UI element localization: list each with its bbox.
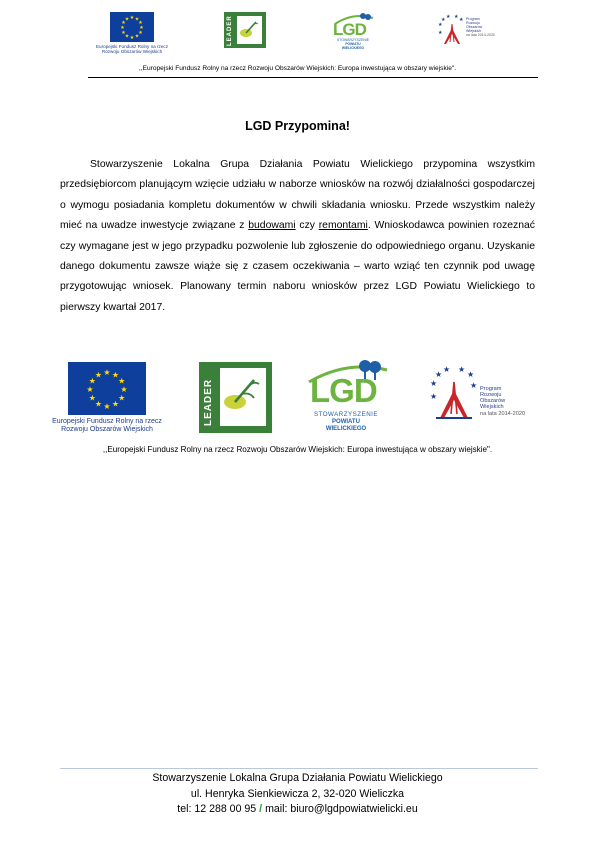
- svg-text:★: ★: [118, 393, 126, 403]
- eu-caption-line2: Rozwoju Obszarów Wiejskich: [101, 49, 163, 55]
- prow-line4: Wiejskich: [466, 28, 482, 33]
- prow-caption-large: [480, 386, 525, 417]
- footer-divider: [60, 768, 538, 769]
- svg-text:★: ★: [111, 370, 120, 380]
- svg-text:★: ★: [111, 399, 120, 409]
- header-tagline: ,,Europejski Fundusz Rolny na rzecz Rozwoju Obszarów Wiejskich: Europa inwestująca w obszary wiejskie".: [138, 65, 457, 72]
- eu-caption-large-line2: Rozwoju Obszarów Wiejskich: [61, 426, 153, 434]
- lgd-letters-large: LGD: [310, 372, 377, 409]
- link-remontami[interactable]: remontami: [318, 220, 368, 232]
- leader-panel-large: [220, 368, 266, 426]
- svg-text:★: ★: [121, 30, 126, 36]
- svg-text:★: ★: [103, 368, 111, 377]
- svg-text:★: ★: [443, 365, 451, 374]
- svg-text:★: ★: [139, 25, 144, 31]
- svg-text:★: ★: [129, 35, 135, 41]
- prow-large-line5: na lata 2014-2020: [480, 410, 526, 417]
- eu-flag-large: [68, 362, 146, 415]
- lgd-large-line3: WIELICKIEGO: [325, 426, 367, 432]
- svg-text:★: ★: [454, 14, 459, 20]
- eu-caption-large: [40, 418, 174, 434]
- svg-text:★: ★: [470, 381, 478, 390]
- prow-emblem-icon: [436, 12, 466, 48]
- svg-text:★: ★: [86, 385, 94, 394]
- svg-text:★: ★: [94, 399, 103, 409]
- prow-line5: na lata 2014-2020: [466, 32, 495, 37]
- logos-tagline: ,,Europejski Fundusz Rolny na rzecz Rozwoju Obszarów Wiejskich: Europa inwestująca w obszary wiejskie".: [102, 445, 493, 454]
- prow-line2: Rozwoju: [466, 20, 480, 25]
- lgd-line1: STOWARZYSZENIE: [336, 38, 370, 42]
- svg-text:★: ★: [438, 30, 443, 36]
- svg-text:★: ★: [124, 16, 130, 23]
- leader-logo: [224, 12, 266, 48]
- body-text-part2: czy: [295, 220, 319, 232]
- svg-text:★: ★: [134, 16, 140, 23]
- lgd-letters: LGD: [333, 20, 366, 39]
- page-title: LGD Przypomina!: [245, 119, 350, 133]
- lgd-line2: POWIATU: [345, 42, 361, 46]
- svg-text:★: ★: [121, 20, 126, 26]
- svg-text:★: ★: [120, 385, 128, 394]
- lgd-line3: WIELICKIEGO: [341, 45, 365, 50]
- footer-line2: ul. Henryka Sienkiewicza 2, 32-020 Wieliczka: [190, 787, 405, 800]
- svg-text:★: ★: [458, 365, 466, 374]
- svg-text:★: ★: [129, 15, 135, 21]
- leader-plant-icon: [237, 16, 262, 44]
- eu-flag: [110, 12, 154, 42]
- prow-large-line4: Wiejskich: [480, 404, 504, 411]
- svg-text:★: ★: [118, 376, 126, 386]
- svg-text:★: ★: [459, 17, 464, 23]
- svg-text:★: ★: [138, 30, 143, 36]
- eu-stars-large-icon: [68, 362, 146, 415]
- link-budowami[interactable]: budowami: [248, 220, 296, 232]
- footer-line1: Stowarzyszenie Lokalna Grupa Działania Powiatu Wielickiego: [152, 772, 443, 784]
- leader-logo-large: [199, 362, 272, 433]
- svg-text:★: ★: [94, 370, 103, 380]
- svg-text:★: ★: [435, 370, 443, 379]
- footer-mail[interactable]: mail: biuro@lgdpowiatwielicki.eu: [265, 803, 418, 815]
- leader-plant-large-icon: [220, 368, 266, 426]
- footer-contact: [0, 802, 595, 818]
- svg-text:★: ★: [438, 22, 443, 28]
- eu-stars-icon: [110, 12, 154, 42]
- prow-large-line2: Rozwoju: [480, 392, 502, 399]
- svg-text:★: ★: [441, 17, 446, 23]
- header-divider: [88, 77, 538, 78]
- footer-phone: tel: 12 288 00 95: [177, 803, 257, 815]
- eu-caption: [88, 44, 176, 55]
- svg-text:★: ★: [430, 379, 438, 388]
- eu-caption-large-line1: Europejski Fundusz Rolny na rzecz: [52, 418, 162, 425]
- prow-large-line3: Obszarów: [480, 398, 506, 405]
- eu-caption-line1: Europejski Fundusz Rolny na rzecz: [95, 44, 168, 49]
- body-text-part1: Stowarzyszenie Lokalna Grupa Działania Powiatu Wielickiego przypomina wszystkim przedsiębiorcom planującym wzięcie udziału w naborze wniosków na rozwój działalności gospodarczej o wymogu posiadania kompletu dokumentów w chwili składania wniosku. Przede wszystkim należy mieć na uwadze inwestycje związane z: [60, 159, 535, 232]
- prow-caption: [466, 18, 495, 38]
- leader-word-large: LEADER: [203, 378, 214, 426]
- body-paragraph: [60, 155, 535, 318]
- svg-text:★: ★: [430, 392, 438, 401]
- prow-line1: Program: [466, 17, 480, 21]
- footer-separator: /: [259, 803, 263, 815]
- svg-text:★: ★: [138, 20, 143, 26]
- leader-word: LEADER: [227, 15, 233, 46]
- prow-emblem-large-icon: [428, 364, 480, 422]
- svg-text:★: ★: [446, 14, 451, 20]
- svg-text:★: ★: [103, 402, 111, 411]
- lgd-large-line1: STOWARZYSZENIE: [313, 411, 379, 418]
- prow-large-line1: Program: [480, 386, 502, 392]
- svg-text:★: ★: [134, 33, 140, 40]
- svg-text:★: ★: [88, 393, 96, 403]
- body-text-part3: . Wnioskodawca powinien rozeznać czy wymagane jest w jego przypadku pozwolenie lub zgłoszenie do odpowiedniego organu. Uzyskanie danego dokumentu zawsze wiąże się z czasem oczekiwania – warto wziąć ten czynnik pod uwagę przygotowując wniosek. Planowany termin naboru wniosków przez LGD Powiatu Wielickiego to pierwszy kwartał 2017.: [60, 220, 535, 313]
- svg-text:★: ★: [467, 370, 475, 379]
- svg-text:★: ★: [124, 33, 130, 40]
- leader-panel: [237, 16, 262, 44]
- lgd-large-line2: POWIATU: [332, 419, 360, 425]
- svg-text:★: ★: [88, 376, 96, 386]
- footer: [0, 771, 595, 818]
- prow-line3: Obszarów: [466, 24, 483, 29]
- svg-text:★: ★: [120, 25, 125, 31]
